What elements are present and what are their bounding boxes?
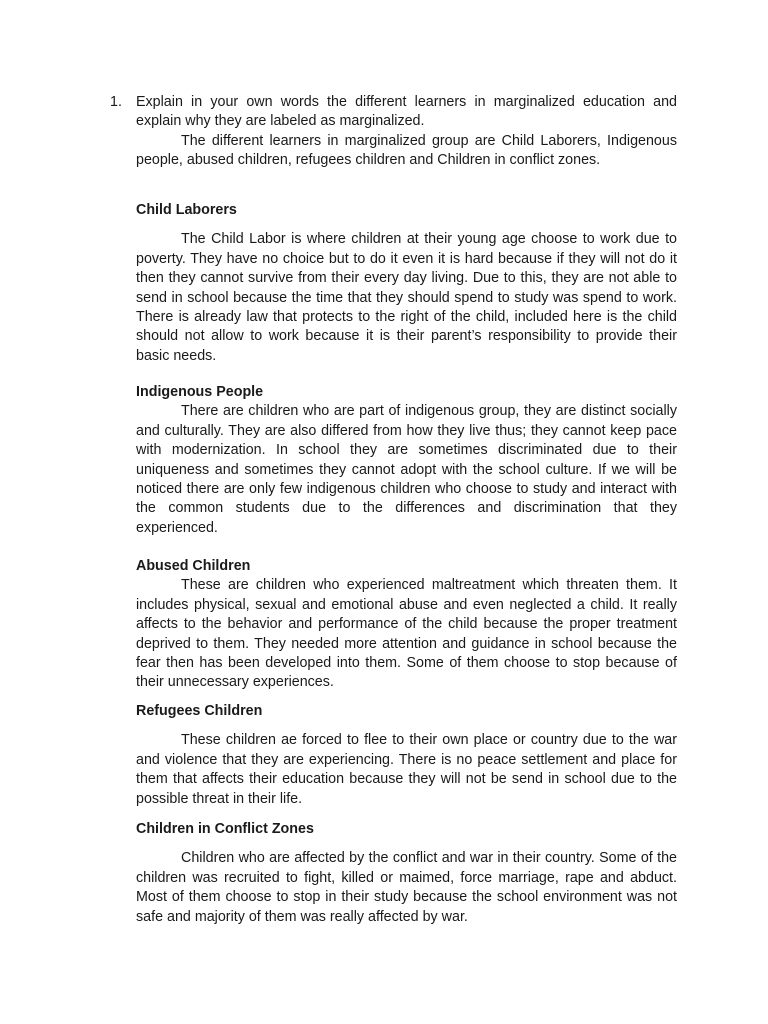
section-body: Children who are affected by the conflict and war in their country. Some of the children was recruited to fight, killed or maimed, force marriage, rape and abduct. Most of them choose to stop in their study because the school environment was not safe and majority of them was really affected by war.	[136, 850, 677, 925]
answer-intro: The different learners in marginalized group are Child Laborers, Indigenous people, abused children, refugees children and Children in conflict zones.	[136, 132, 677, 169]
question-number: 1.	[110, 94, 122, 110]
section-indigenous-people	[136, 383, 677, 538]
question-block	[136, 93, 677, 171]
section-body: These children ae forced to flee to their own place or country due to the war and violence that they are experiencing. There is no peace settlement and place for them that affects their education because they will not be send in school due to the possible threat in their life.	[136, 732, 677, 807]
section-refugees-children	[136, 702, 677, 809]
section-abused-children	[136, 557, 677, 693]
section-children-conflict-zones	[136, 820, 677, 927]
section-body: There are children who are part of indigenous group, they are distinct socially and culturally. They are also differed from how they live thus; they cannot keep pace with modernization. In school they are sometimes discriminated due to their uniqueness and sometimes they cannot adopt with the school culture. If we will be noticed there are only few indigenous children who choose to study and interact with the common students due to the differences and discrimination that they experienced.	[136, 403, 677, 536]
section-child-laborers	[136, 201, 677, 366]
section-heading: Refugees Children	[136, 703, 263, 719]
section-heading: Abused Children	[136, 558, 251, 574]
question-text: Explain in your own words the different learners in marginalized education and explain why they are labeled as marginalized.	[136, 94, 677, 130]
section-body: The Child Labor is where children at their young age choose to work due to poverty. They have no choice but to do it even it is hard because if they will not do it then they cannot survive from their every day living. Due to this, they are not able to send in school because the time that they should spend to study was spend to work. There is already law that protects to the right of the child, included here is the child should not allow to work because it is their parent’s responsibility to provide their basic needs.	[136, 231, 677, 364]
section-heading: Children in Conflict Zones	[136, 821, 314, 837]
section-body: These are children who experienced maltreatment which threaten them. It includes physical, sexual and emotional abuse and even neglected a child. It really affects to the behavior and performance of the child because the proper treatment deprived to them. They needed more attention and guidance in school because the fear then has been developed into them. Some of them choose to stop because of their unnecessary experiences.	[136, 577, 677, 691]
section-heading: Child Laborers	[136, 202, 237, 218]
section-heading: Indigenous People	[136, 384, 264, 400]
